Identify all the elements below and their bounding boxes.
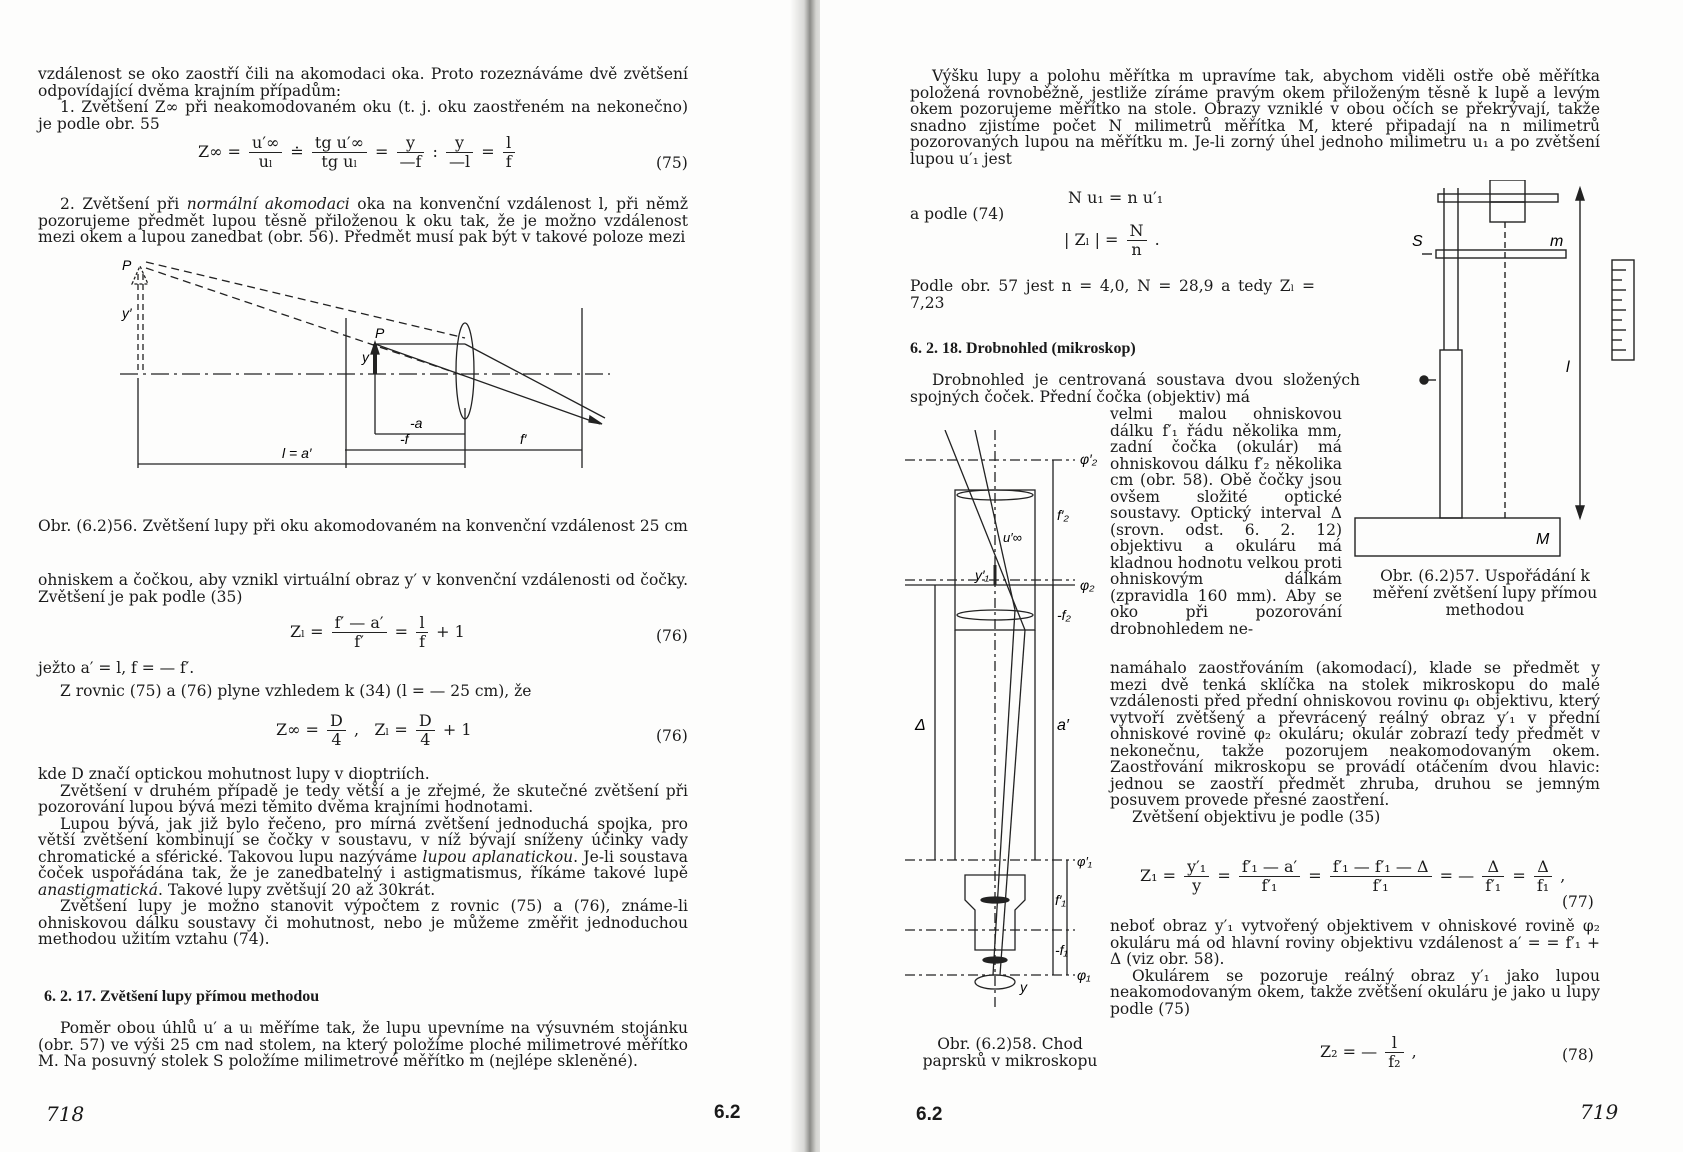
label-f2-prime: f′₂ xyxy=(1057,507,1069,523)
fraction: $\frac{\text{tg u′∞}}{\text{tg uₗ}}$ xyxy=(312,134,367,171)
right-text-4 xyxy=(1110,918,1600,1017)
label-u-inf: u′∞ xyxy=(1003,530,1022,545)
paragraph: Zvětšení objektivu je podle (35) xyxy=(1132,807,1381,826)
label-l: l = a′ xyxy=(282,445,312,461)
equation-74a: N u₁ = n u′₁ xyxy=(1068,188,1164,207)
equation-77: Z₁ = $\frac{\text{y′₁}}{y}$ = $\frac{\text{f′₁ — a′}}{\text{f′₁}}$ = $\frac{\text{f′₁ — f′₁ — Δ}}{\text{f′₁}}$ = — $\frac{\Delta}{\text{f′₁}}$ = $\frac{\Delta}{\text{f₁}}$ , xyxy=(1140,857,1566,895)
figure-56-caption: Obr. (6.2)56. Zvětšení lupy při oku akomodovaném na konvenční vzdálenost 25 cm xyxy=(38,517,688,535)
section-heading: 6. 2. 17. Zvětšení lupy přímou methodou xyxy=(44,988,320,1005)
label-m: m xyxy=(1550,233,1564,250)
paragraph: vzdálenost se oko zaostří čili na akomodaci oka. Proto rozeznáváme dvě zvětšení odpovídající dvěma krajním případům: xyxy=(38,65,688,100)
right-text-3c xyxy=(1110,660,1600,825)
stand-tube xyxy=(1440,350,1462,518)
label-f1-prime: f′₁ xyxy=(1055,892,1066,908)
paragraph: 2. Zvětšení při normální akomodaci oka na konvenční vzdálenost l, při němž pozorujeme předmět lupou těsně přiloženou k oku tak, že je možno vzdálenost mezi okem a lupou zanedbat (obr. 56). Předmět musí pak být v takové poloze mezi xyxy=(38,195,688,246)
left-text-6 xyxy=(38,1020,688,1070)
paragraph: neboť obraz y′₁ vytvořený objektivem v ohniskové rovině φ₂ okuláru má od hlavní roviny objektivu vzdálenost a′ = = f′₁ + Δ (viz obr. 58). xyxy=(1110,917,1600,968)
paragraph: Okulárem se pozoruje reálný obraz y′₁ jako lupou neakomodovaným okem, takže zvětšení okuláru je jako u lupy podle (75) xyxy=(1110,966,1600,1018)
equation-78: Z₂ = — $\frac{l}{\text{f₂}}$ , xyxy=(1320,1033,1417,1071)
label-a-prime: a′ xyxy=(1057,717,1069,734)
left-text-3 xyxy=(38,572,688,605)
section-marker: 6.2 xyxy=(714,1102,741,1123)
magnifier xyxy=(1490,180,1525,222)
left-text-2 xyxy=(38,196,688,246)
equation-number: (77) xyxy=(1562,893,1594,911)
right-text-3a xyxy=(910,372,1360,405)
paragraph: 1. Zvětšení Z∞ při neakomodovaném oku (t. j. oku zaostřeném na nekonečno) je podle obr. 55 xyxy=(38,98,688,133)
equation-74b: | Zₗ | = $\frac{N}{n}$ . xyxy=(1064,221,1160,259)
paragraph: kde D značí optickou mohutnost lupy v dioptriích. xyxy=(38,765,430,783)
top-arm xyxy=(1438,194,1558,202)
dashed-ray xyxy=(146,262,465,338)
label-phi1: φ₁ xyxy=(1077,967,1091,983)
left-page xyxy=(0,0,800,1152)
label-minus-a: -a xyxy=(410,415,423,431)
label-y: y xyxy=(1020,979,1027,995)
operator: = xyxy=(375,142,389,161)
left-text-4 xyxy=(38,660,688,699)
paragraph: Poměr obou úhlů u′ a uₗ měříme tak, že lupu upevníme na výsuvném stojánku (obr. 57) ve výši 25 cm nad stolem, na který položíme ploché milimetrové měřítko M. Na posuvný stolek S položíme milimetrové měřítko m (nejlépe skleněné). xyxy=(38,1019,688,1070)
equation-number: (76) xyxy=(656,627,688,645)
right-text-3b xyxy=(1110,406,1342,637)
according-74: a podle (74) xyxy=(910,205,1005,223)
stage-S xyxy=(1436,250,1566,258)
equation-term: Z∞ = xyxy=(198,142,241,161)
label-l: l xyxy=(1566,359,1570,376)
operator: : xyxy=(432,142,438,161)
paragraph: Lupou bývá, jak již bylo řečeno, pro mírná zvětšení jednoduchá spojka, pro větší zvětšení kombinují se čočky v soustavu, v níž bývají sníženy účinky vady chromatické a sférické. Takovou lupu nazýváme lupou aplanatickou. Je-li soustava čoček uspořádána tak, že je zanedbatelný i astigmatismus, říkáme takové lupě anastigmatická. Takové lupy zvětšují 20 až 30krát. xyxy=(38,814,689,899)
figure-57 xyxy=(1340,180,1670,558)
paragraph: ohniskem a čočkou, aby vznikl virtuální obraz y′ v konvenční vzdálenosti od čočky. Zvětšení je pak podle (35) xyxy=(38,571,688,606)
fraction: $\frac{y}{—l}$ xyxy=(446,134,473,171)
section-marker: 6.2 xyxy=(916,1104,943,1125)
label-S: S xyxy=(1412,233,1423,250)
label-y1-prime: y′₁ xyxy=(975,567,990,583)
paragraph: Zvětšení lupy je možno stanovit výpočtem z rovnic (75) a (76), známe-li ohniskovou dálku soustavy či mohutnost, nebo je můžeme změřit jednoduchou methodou užitím vztahu (74). xyxy=(38,897,688,948)
operator: ≐ xyxy=(290,142,304,161)
paragraph: Podle obr. 57 jest n = 4,0, N = 28,9 a tedy Zₗ = 7,23 xyxy=(910,277,1315,312)
page-number: 719 xyxy=(1580,1100,1619,1124)
equation-number: (76) xyxy=(656,727,688,745)
paragraph: Z rovnic (75) a (76) plyne vzhledem k (34) (l = — 25 cm), že xyxy=(60,681,532,700)
paragraph: velmi malou ohniskovou dálku f′₁ řádu několika mm, zadní čočka (okulár) má ohniskovou dálku f′₂ několika cm (obr. 58). Obě čočky jsou ovšem složité optické soustavy. Optický interval Δ (srovn. odst. 6. 2. 12) objektivu a okuláru má kladnou hodnotu velkou proti ohniskovým dálkám (zpravidla 160 mm). Aby se oko při pozorování drobnohledem ne- xyxy=(1110,405,1342,638)
paragraph: namáhalo zaostřováním (akomodací), klade se předmět y mezi dvě tenká sklíčka na stolek mikroskopu do malé vzdálenosti před přední ohniskovou rovinu φ₁ objektivu, který vytvoří zvětšený a převrácený reálný obraz y′₁ v přední ohniskové rovině φ₂ okuláru; okulár zobrazí tedy předmět v nekonečnu, takže pozorujem neakomodovaným okem. Zaostřování mikroskopu se provádí otáčením dvou hlavic: jednou se zaostří předmět zhruba, druhou se jemným posuvem provede přesné zaostření. xyxy=(1110,659,1600,809)
left-text-top xyxy=(38,66,688,132)
fraction: $\frac{y}{—f}$ xyxy=(397,134,425,171)
label-phi2: φ₂ xyxy=(1080,577,1095,593)
label-delta: Δ xyxy=(915,717,926,734)
fraction: $\frac{u'\infty}{\text{uₗ}}$ xyxy=(249,134,282,171)
right-text-2 xyxy=(910,278,1315,311)
paragraph: ježto a′ = l, f = — f′. xyxy=(38,659,195,677)
label-y: y xyxy=(362,349,369,365)
paragraph: Drobnohled je centrovaná soustava dvou složených spojných čoček. Přední čočka (objektiv) má xyxy=(910,371,1360,406)
section-heading: 6. 2. 18. Drobnohled (mikroskop) xyxy=(910,340,1136,357)
fraction: $\frac{l}{f}$ xyxy=(503,134,515,171)
ray xyxy=(465,344,605,418)
figure-58 xyxy=(905,430,1105,1030)
page-number: 718 xyxy=(46,1102,85,1126)
equation-76b: Z∞ = $\frac{D}{4}$ , Zₗ = $\frac{D}{4}$ + 1 xyxy=(276,711,472,749)
right-text-top xyxy=(910,68,1600,167)
figure-57-caption: Obr. (6.2)57. Uspořádání k měření zvětšení lupy přímou methodou xyxy=(1372,567,1598,619)
equation-76a: Zₗ = $\frac{f' — a'}{f'}$ = $\frac{l}{f}$ + 1 xyxy=(290,613,465,651)
label-minus-f: -f xyxy=(400,431,409,447)
label-f-prime: f′ xyxy=(520,431,527,447)
equation-number: (75) xyxy=(656,154,688,172)
left-text-5 xyxy=(38,766,688,948)
label-M: M xyxy=(1536,531,1550,548)
label-phi1-prime: φ′₁ xyxy=(1077,854,1093,869)
figure-56 xyxy=(110,258,670,506)
label-phi2-prime: φ′₂ xyxy=(1080,451,1098,467)
label-minus-f2: -f₂ xyxy=(1057,607,1071,623)
label-P-far: P xyxy=(122,258,132,273)
right-page xyxy=(820,0,1683,1152)
equation-number: (78) xyxy=(1562,1046,1594,1064)
label-P: P xyxy=(375,325,385,341)
paragraph: Výšku lupy a polohu měřítka m upravíme tak, abychom viděli ostře obě měřítka položená rovnoběžně, jestliže zíráme pravým okem přiloženým těsně k lupě a levým okem pozorujeme měřítko na stole. Obrazy vzniklé v obou očích se překrývají, takže snadno zjistíme počet N milimetrů měřítka M, které připadají na n milimetrů pozorovaných lupou na měřítku m. Je-li zorný úhel jednoho milimetru u₁ a po zvětšení lupou u′₁ jest xyxy=(910,67,1600,168)
label-minus-f1: -f₁ xyxy=(1055,942,1068,958)
equation-75 xyxy=(198,134,518,171)
figure-58-caption: Obr. (6.2)58. Chod paprsků v mikroskopu xyxy=(922,1035,1098,1070)
operator: = xyxy=(481,142,495,161)
paragraph: Zvětšení v druhém případě je tedy větší a je zřejmé, že skutečné zvětšení při pozorování lupou bývá mezi těmito dvěma krajními hodnotami. xyxy=(38,781,688,816)
label-y-prime: y′ xyxy=(122,305,132,321)
base xyxy=(1355,518,1560,556)
